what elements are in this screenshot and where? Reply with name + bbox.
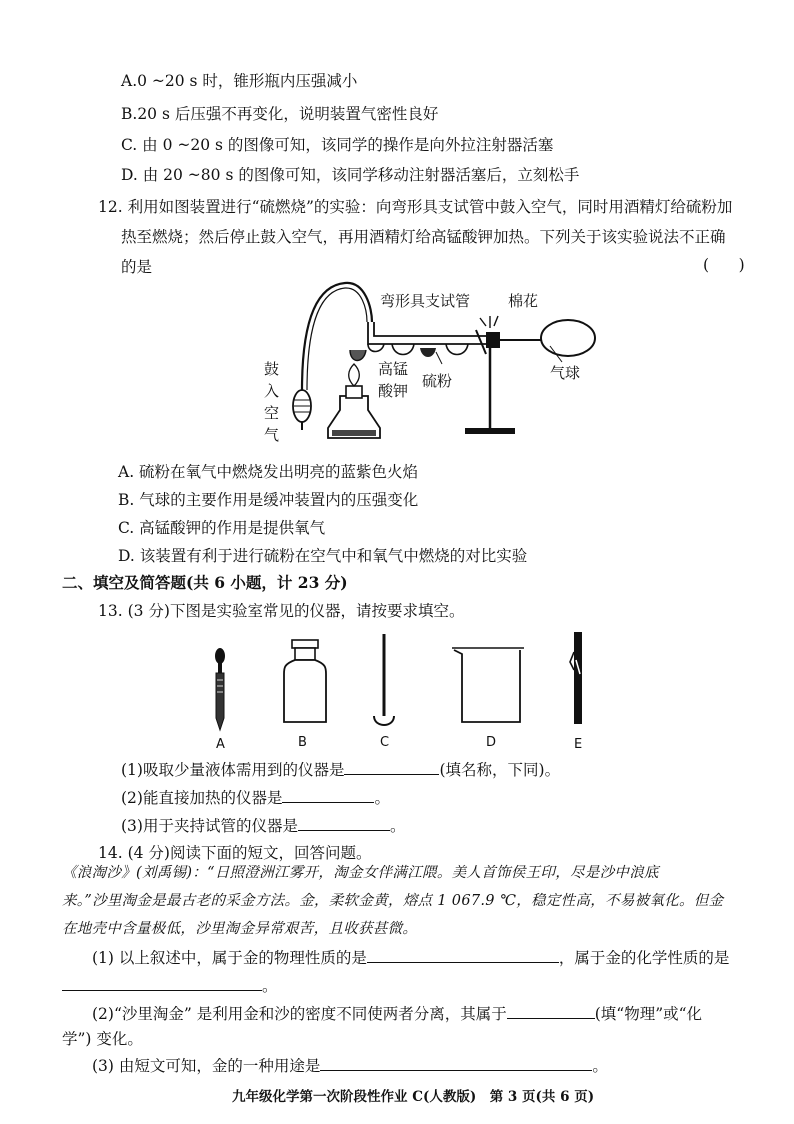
q12-option-c: C. 高锰酸钾的作用是提供氧气 xyxy=(118,519,326,537)
instrument-label-c: C xyxy=(380,735,390,750)
label-kmno4-line2: 酸钾 xyxy=(378,382,409,400)
q11-option-d: D. 由 20 ~80 s 的图像可知，该同学移动注射器活塞后，立刻松手 xyxy=(121,166,580,184)
reagent-bottle-icon xyxy=(284,640,326,722)
label-cotton: 棉花 xyxy=(508,292,539,310)
instrument-label-b: B xyxy=(298,735,307,750)
q12-option-b: B. 气球的主要作用是缓冲装置内的压强变化 xyxy=(118,491,419,509)
instrument-label-e: E xyxy=(574,737,583,752)
label-sulfur: 硫粉 xyxy=(422,372,453,390)
label-air-1: 鼓 xyxy=(264,360,280,378)
q13-sub1 xyxy=(121,758,560,781)
label-air-3: 空 xyxy=(264,404,280,422)
label-air-2: 入 xyxy=(264,382,280,400)
q13-sub2-answer-blank[interactable] xyxy=(282,786,374,803)
q14-sub2 xyxy=(92,1002,702,1025)
q12-option-a: A. 硫粉在氧气中燃烧发出明亮的蓝紫色火焰 xyxy=(118,463,419,481)
test-tube-holder-icon xyxy=(570,632,582,724)
q14-sub1-prefix: (1) 以上叙述中，属于金的物理性质的是 xyxy=(92,949,367,967)
dropper-icon xyxy=(215,648,225,730)
q14-passage-line3: 在地壳中含量极低，沙里淘金异常艰苦，且收获甚微。 xyxy=(62,921,418,937)
q11-option-b: B.20 s 后压强不再变化，说明装置气密性良好 xyxy=(121,105,439,123)
q14-sub1 xyxy=(92,946,729,969)
page-footer: 九年级化学第一次阶段性作业 C(人教版) 第 3 页(共 6 页) xyxy=(232,1089,595,1105)
q13-sub2 xyxy=(121,786,390,809)
q14-sub2-prefix: (2)“沙里淘金” 是利用金和沙的密度不同使两者分离，其属于 xyxy=(92,1005,507,1023)
q14-sub1-cont xyxy=(62,974,278,997)
label-balloon: 气球 xyxy=(550,364,581,382)
q13-sub1-suffix: (填名称，下同)。 xyxy=(439,761,561,779)
q12-option-d: D. 该装置有利于进行硫粉在空气中和氧气中燃烧的对比实验 xyxy=(118,547,528,565)
q12-stem-line1: 12. 利用如图装置进行“硫燃烧”的实验：向弯形具支试管中鼓入空气，同时用酒精灯给硫粉加 xyxy=(98,198,733,216)
q14-stem: 14. (4 分)阅读下面的短文，回答问题。 xyxy=(98,844,372,862)
label-bent-tube: 弯形具支试管 xyxy=(380,292,471,310)
q11-option-c: C. 由 0 ~20 s 的图像可知，该同学的操作是向外拉注射器活塞 xyxy=(121,136,554,154)
q12-stem-line2: 热至燃烧；然后停止鼓入空气，再用酒精灯给高锰酸钾加热。下列关于该实验说法不正确 xyxy=(121,228,726,246)
q13-sub3-suffix: 。 xyxy=(389,817,406,835)
q14-sub1-end: 。 xyxy=(262,977,278,995)
q14-sub1-chemical-blank[interactable] xyxy=(62,974,262,991)
q12-stem-line3: 的是 xyxy=(121,258,153,276)
q14-sub1-physical-blank[interactable] xyxy=(367,946,559,963)
label-kmno4-line1: 高锰 xyxy=(378,360,409,378)
section2-title: 二、填空及简答题(共 6 小题，计 23 分) xyxy=(62,573,348,592)
q14-sub3-suffix: 。 xyxy=(592,1057,608,1075)
beaker-icon xyxy=(452,648,524,722)
q13-sub2-suffix: 。 xyxy=(374,789,390,807)
q14-sub2-line2: 学”) 变化。 xyxy=(62,1030,143,1048)
q14-sub1-middle: ，属于金的化学性质的是 xyxy=(558,949,730,967)
label-air-4: 气 xyxy=(264,426,280,444)
q14-sub2-answer-blank[interactable] xyxy=(507,1002,595,1019)
q14-sub3-answer-blank[interactable] xyxy=(320,1054,592,1071)
q13-sub1-answer-blank[interactable] xyxy=(344,758,439,775)
q11-option-a: A.0 ~20 s 时，锥形瓶内压强减小 xyxy=(121,72,358,90)
q13-sub2-prefix: (2)能直接加热的仪器是 xyxy=(121,789,283,807)
q13-stem: 13. (3 分)下图是实验室常见的仪器，请按要求填空。 xyxy=(98,602,465,620)
q14-passage-line2: 来。”沙里淘金是最古老的采金方法。金，柔软金黄，熔点 1 067.9 ℃，稳定性高，不易被氧化。但金 xyxy=(62,893,724,909)
instrument-label-d: D xyxy=(486,735,497,750)
q14-sub3-prefix: (3) 由短文可知，金的一种用途是 xyxy=(92,1057,321,1075)
q12-answer-paren: ( ) xyxy=(703,256,745,274)
q13-sub3-answer-blank[interactable] xyxy=(298,814,390,831)
q13-sub1-prefix: (1)吸取少量液体需用到的仪器是 xyxy=(121,761,345,779)
q12-apparatus-figure xyxy=(250,278,600,458)
q14-sub3 xyxy=(92,1054,608,1077)
q14-passage-line1: 《浪淘沙》(刘禹锡)：“日照澄洲江雾开，淘金女伴满江隈。美人首饰侯王印，尽是沙中浪底 xyxy=(62,865,659,881)
q13-instruments-figure xyxy=(180,630,620,755)
instrument-label-a: A xyxy=(216,737,225,752)
q13-sub3-prefix: (3)用于夹持试管的仪器是 xyxy=(121,817,298,835)
combustion-spoon-icon xyxy=(374,634,394,725)
q14-sub2-suffix: (填“物理”或“化 xyxy=(594,1005,703,1023)
q13-sub3 xyxy=(121,814,405,837)
